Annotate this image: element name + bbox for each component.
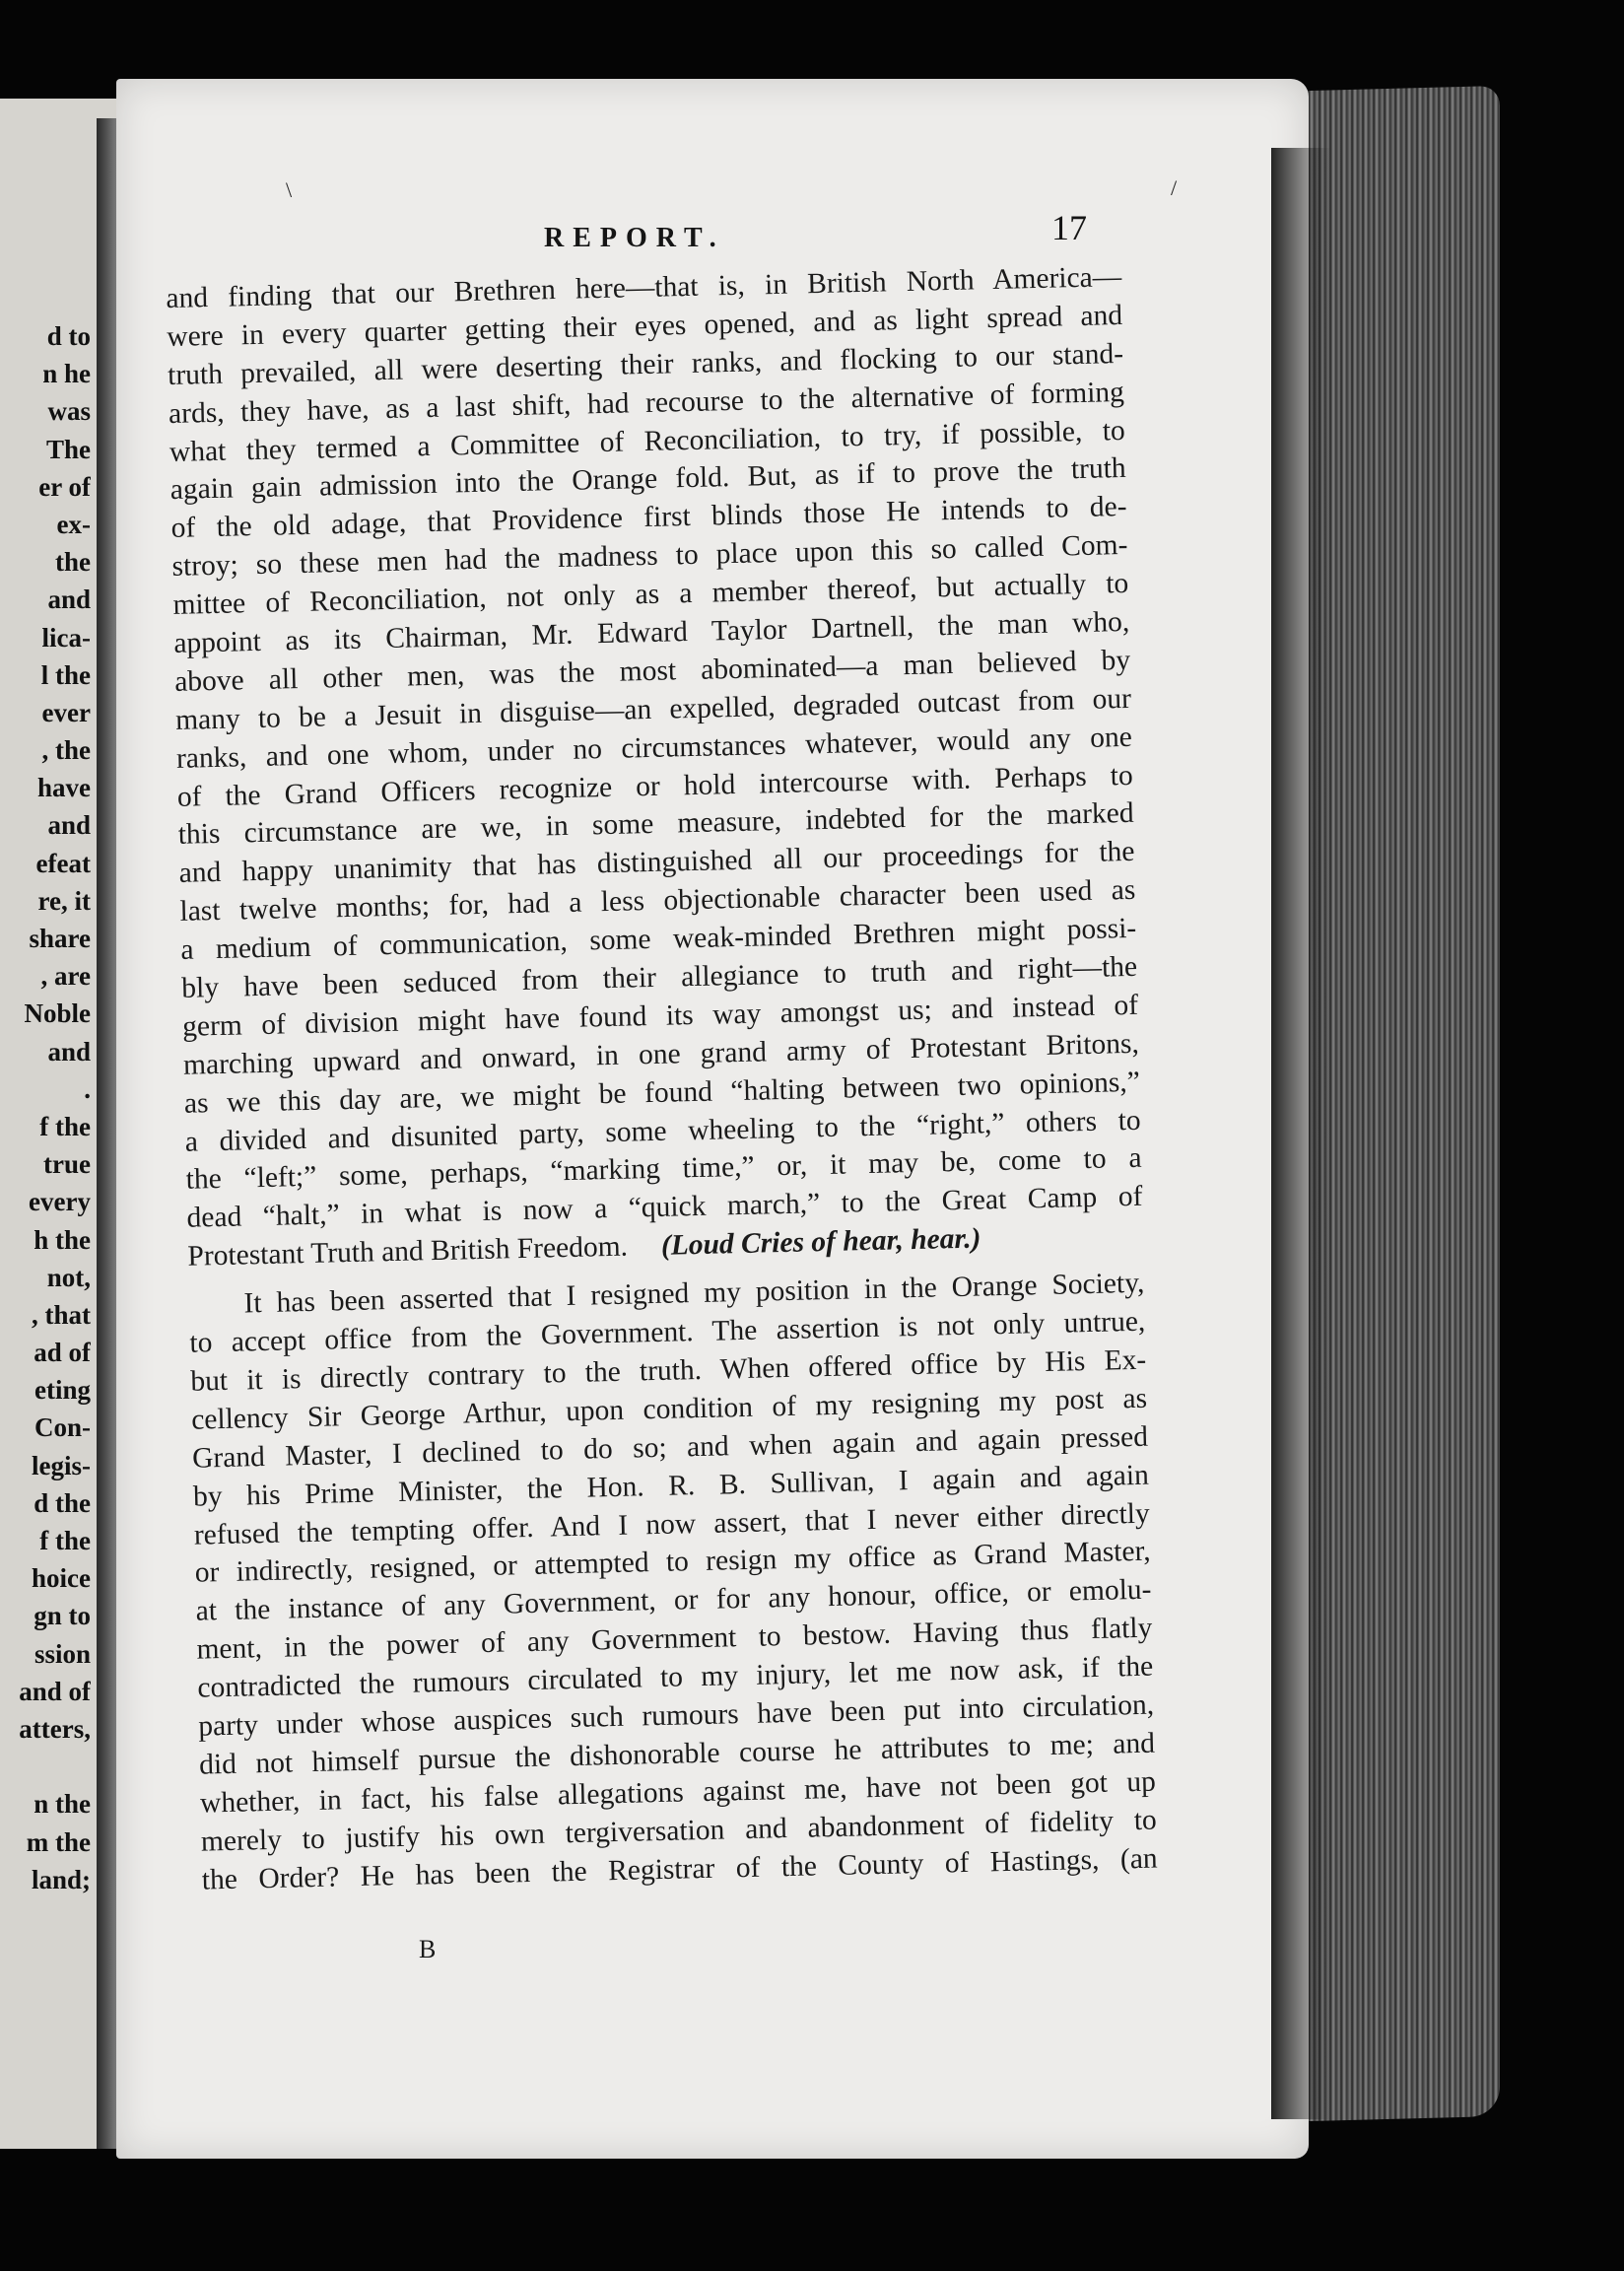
text-line-content: dead “halt,” in what is now a “quick march,” to the Great Camp of xyxy=(186,1181,1143,1235)
left-page-line xyxy=(0,1748,91,1785)
text-line-content: germ of division might have found its way amongst us; and instead of xyxy=(181,989,1139,1043)
text-line-content: many to be a Jesuit in disguise—an expelled, degraded outcast from our xyxy=(174,682,1132,736)
applause-note: (Loud Cries of hear, hear.) xyxy=(660,1222,981,1263)
text-line-content: this circumstance are we, in some measure, indebted for the marked xyxy=(177,797,1134,852)
text-line-content: above all other men, was the most abominated—a man believed by xyxy=(173,644,1131,698)
text-line-content: refused the tempting offer. And I now assert, that I never either directly xyxy=(193,1497,1151,1551)
left-page-line: f the xyxy=(39,1111,91,1141)
left-page-line: ssion xyxy=(34,1638,91,1669)
text-line-content: merely to justify his own tergiversation and abandonment of fidelity to xyxy=(200,1804,1158,1858)
left-page-line: ex- xyxy=(56,509,91,539)
text-line-content: ranks, and one whom, under no circumstances whatever, would any one xyxy=(175,721,1133,775)
text-line-content: of the old adage, that Providence first blinds those He intends to de- xyxy=(170,491,1127,545)
left-page-line: l the xyxy=(40,659,91,690)
left-page-line: the xyxy=(55,547,91,578)
left-page-line: f the xyxy=(39,1526,91,1555)
text-line-content: as we this day are, we might be found “halting between two opinions,” xyxy=(183,1066,1141,1120)
text-line-content: contradicted the rumours circulated to my injury, let me now ask, if the xyxy=(197,1650,1154,1704)
text-line-content: to accept office from the Government. The assertion is not only untrue, xyxy=(189,1305,1146,1359)
text-line-content: by his Prime Minister, the Hon. R. B. Sullivan, I again and again xyxy=(192,1459,1150,1513)
left-page-line: . xyxy=(84,1073,91,1104)
text-line-content: the Order? He has been the Registrar of the County of Hastings, (an xyxy=(201,1842,1158,1896)
text-line-content: again gain admission into the Orange fold. But, as if to prove the truth xyxy=(169,452,1126,507)
left-page-line: , are xyxy=(40,961,91,992)
left-page-line: gn to xyxy=(34,1601,91,1631)
text-line-content: ment, in the power of any Government to bestow. Having thus flatly xyxy=(196,1612,1153,1666)
left-page-line: d to xyxy=(46,321,91,351)
text-line-content: at the instance of any Government, or for any honour, office, or emolu- xyxy=(195,1573,1152,1627)
ink-speck: / xyxy=(1171,175,1178,200)
left-page-line: n he xyxy=(42,359,91,389)
left-page-line: and of xyxy=(19,1676,91,1706)
left-page-line: and xyxy=(47,1036,91,1067)
left-page-line: true xyxy=(43,1149,91,1180)
text-line-content: party under whose auspices such rumours have been put into circulation, xyxy=(197,1688,1155,1743)
text-line-content: and happy unanimity that has distinguished all our proceedings for the xyxy=(178,836,1135,890)
left-page-line: n the xyxy=(34,1789,91,1820)
text-line-content: the “left;” some, perhaps, “marking time,” or, it may be, come to a xyxy=(185,1142,1142,1197)
left-page-line: have xyxy=(37,773,91,803)
text-line-content: of the Grand Officers recognize or hold intercourse with. Perhaps to xyxy=(176,759,1134,813)
left-page-line: The xyxy=(45,434,91,464)
left-page-line: re, it xyxy=(37,885,91,916)
running-head: REPORT. xyxy=(544,223,725,253)
left-page-line: not, xyxy=(46,1262,91,1292)
page-body-text xyxy=(166,258,1158,1899)
left-page-line: , the xyxy=(41,735,91,766)
text-line-content: what they termed a Committee of Reconciliation, to try, if possible, to xyxy=(169,414,1126,468)
left-page-line: legis- xyxy=(32,1450,91,1480)
text-line-content: mittee of Reconciliation, not only as a member thereof, but actually to xyxy=(172,568,1129,622)
left-page-line: every xyxy=(29,1187,91,1217)
text-line-content: ards, they have, as a last shift, had recourse to the alternative of forming xyxy=(168,376,1125,430)
text-line-content: a medium of communication, some weak-minded Brethren might possi- xyxy=(180,912,1137,966)
left-page-line: and xyxy=(47,810,91,841)
text-line-content: but it is directly contrary to the truth. When offered office by His Ex- xyxy=(190,1343,1147,1398)
left-page-line: hoice xyxy=(32,1563,91,1594)
text-line-content: or indirectly, resigned, or attempted to resign my office as Grand Master, xyxy=(194,1536,1151,1590)
text-line-content: last twelve months; for, had a less objectionable character been used as xyxy=(179,874,1136,929)
left-page-line: lica- xyxy=(41,622,91,653)
left-page-line: Noble xyxy=(24,998,91,1029)
text-line-content: cellency Sir George Arthur, upon condition of my resigning my post as xyxy=(190,1382,1148,1436)
text-line-content: appoint as its Chairman, Mr. Edward Taylor Dartnell, the man who, xyxy=(173,605,1130,659)
left-page-line: efeat xyxy=(35,848,91,878)
ink-speck: \ xyxy=(286,177,293,202)
text-line-content: were in every quarter getting their eyes opened, and as light spread and xyxy=(166,299,1123,353)
left-page-line: m the xyxy=(26,1826,91,1857)
text-line-content: marching upward and onward, in one grand army of Protestant Britons, xyxy=(182,1027,1140,1081)
left-page-line: and xyxy=(47,585,91,615)
signature-mark: B xyxy=(419,1935,437,1963)
text-line-content: Grand Master, I declined to do so; and when again and again pressed xyxy=(191,1420,1149,1475)
text-line-content: It has been asserted that I resigned my position in the Orange Society, xyxy=(243,1267,1145,1320)
left-page-line: d the xyxy=(34,1487,91,1518)
left-page-line: share xyxy=(29,924,91,953)
left-page-line: atters, xyxy=(19,1713,91,1744)
left-page-line: eting xyxy=(34,1375,91,1406)
page-edge-shadow xyxy=(1271,148,1330,2119)
text-line-content: Protestant Truth and British Freedom. xyxy=(187,1230,629,1273)
text-line-content: truth prevailed, all were deserting their ranks, and flocking to our stand- xyxy=(167,337,1124,391)
left-page-line: er of xyxy=(38,471,91,502)
text-line-content: and finding that our Brethren here—that is, in British North America— xyxy=(166,260,1122,314)
left-page-line: was xyxy=(47,396,91,427)
left-page-text xyxy=(0,317,91,1898)
left-page-line: , that xyxy=(32,1299,91,1330)
text-line-content: a divided and disunited party, some wheeling to the “right,” others to xyxy=(184,1104,1141,1158)
page-number: 17 xyxy=(1051,208,1087,247)
text-line-content: whether, in fact, his false allegations against me, have not been got up xyxy=(199,1765,1157,1820)
text-line-content: bly have been seduced from their allegiance to truth and right—the xyxy=(180,950,1138,1004)
left-page-line: ever xyxy=(41,697,91,727)
text-line-content: stroy; so these men had the madness to place upon this so called Com- xyxy=(171,529,1128,584)
left-page-line: h the xyxy=(34,1224,91,1255)
left-page-line: land; xyxy=(31,1864,91,1894)
left-page-line: ad of xyxy=(34,1338,91,1368)
text-line-content: did not himself pursue the dishonorable course he attributes to me; and xyxy=(198,1727,1156,1781)
left-page-line: Con- xyxy=(34,1412,91,1443)
